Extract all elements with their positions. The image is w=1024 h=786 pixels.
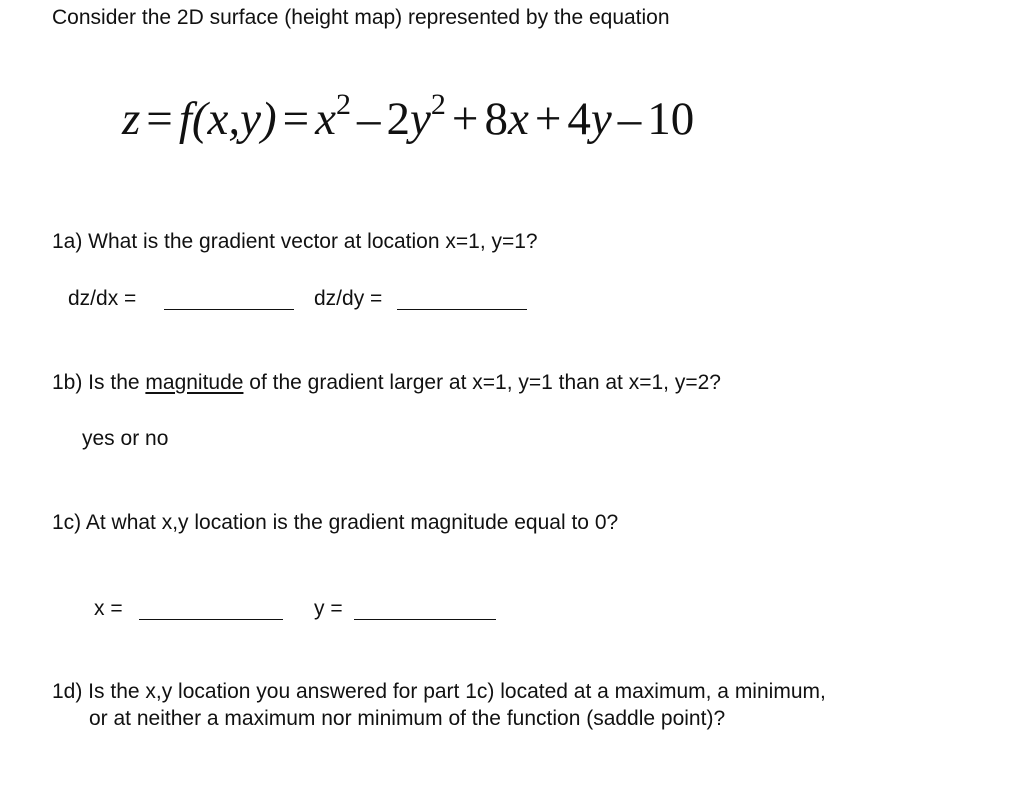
dzdy-label: dz/dy = xyxy=(314,287,383,310)
equation-term3-coef: 8 xyxy=(484,93,508,145)
question-1d-line2: or at neither a maximum nor minimum of the function (saddle point)? xyxy=(89,707,726,730)
question-1b-prefix: 1b) Is the xyxy=(52,371,146,394)
equation-equals-1: = xyxy=(146,93,173,145)
x-label: x = xyxy=(94,597,123,620)
question-1b-suffix: of the gradient larger at x=1, y=1 than at x=1, y=2? xyxy=(243,371,721,394)
equation-term2-base: y xyxy=(410,93,431,145)
equation-lhs: z xyxy=(122,93,141,145)
equation-term1-exponent: 2 xyxy=(336,88,352,121)
x-answer-blank[interactable] xyxy=(139,619,283,620)
equation-term5: 10 xyxy=(647,93,695,145)
question-1c: 1c) At what x,y location is the gradient magnitude equal to 0? xyxy=(52,511,619,534)
equation-term3-base: x xyxy=(507,93,529,145)
equation-equals-2: = xyxy=(282,93,310,145)
equation-term4-coef: 4 xyxy=(567,93,591,145)
equation-term2-coef: 2 xyxy=(386,93,411,145)
equation-term4-base: y xyxy=(590,93,612,145)
equation-term1-base: x xyxy=(315,93,337,145)
equation-function-name: f xyxy=(178,93,192,145)
equation-op1: – xyxy=(357,93,381,145)
question-1b-underlined-word: magnitude xyxy=(145,371,244,394)
question-1d-line1: 1d) Is the x,y location you answered for part 1c) located at a maximum, a minimum, xyxy=(52,680,826,703)
intro-text: Consider the 2D surface (height map) represented by the equation xyxy=(52,6,670,29)
answer-hint-yes-no: yes or no xyxy=(82,427,169,450)
equation-term2-exponent: 2 xyxy=(430,88,446,121)
equation-args: (x,y) xyxy=(191,93,277,145)
question-1b xyxy=(52,370,721,396)
dzdy-answer-blank[interactable] xyxy=(397,309,527,310)
equation xyxy=(122,84,694,154)
equation-op2: + xyxy=(451,93,479,145)
equation-op4: – xyxy=(617,93,642,145)
dzdx-answer-blank[interactable] xyxy=(164,309,294,310)
y-label: y = xyxy=(314,597,343,620)
equation-op3: + xyxy=(534,93,562,145)
dzdx-label: dz/dx = xyxy=(68,287,137,310)
question-1a: 1a) What is the gradient vector at location x=1, y=1? xyxy=(52,230,538,253)
y-answer-blank[interactable] xyxy=(354,619,496,620)
